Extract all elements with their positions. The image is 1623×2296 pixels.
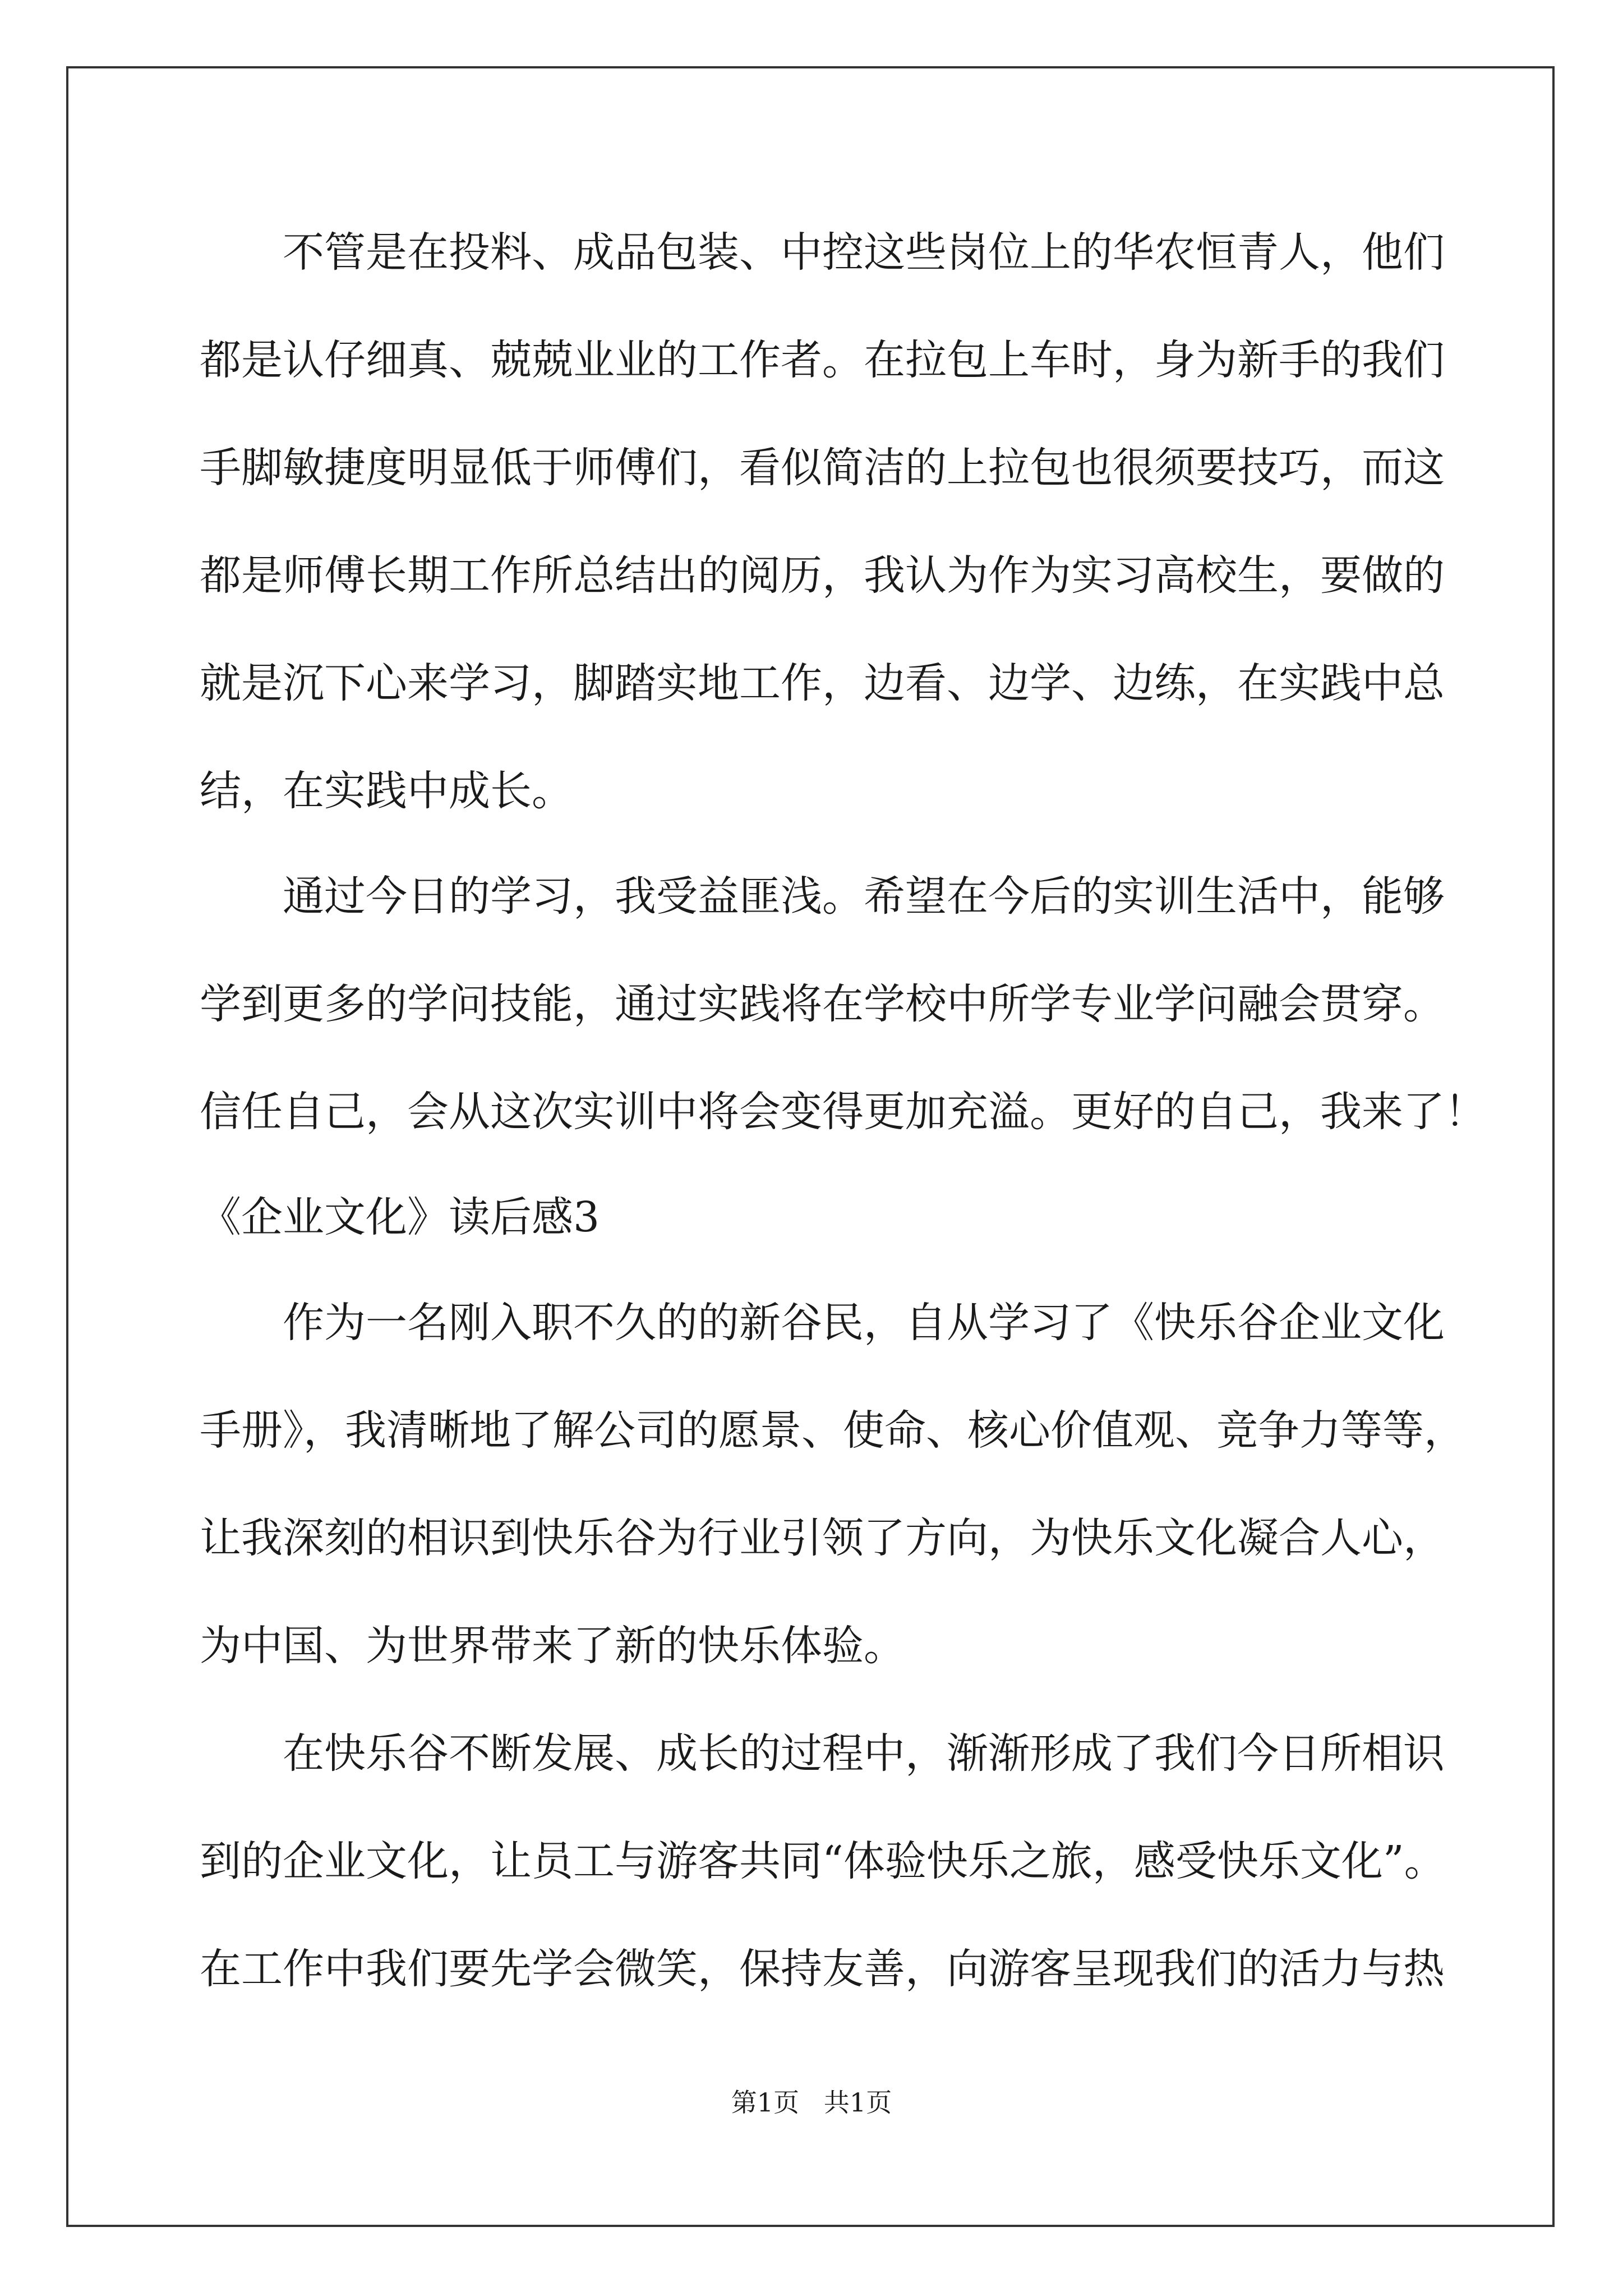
- paragraph-line: 信任自己，会从这次实训中将会变得更加充溢。更好的自己，我来了！: [200, 1088, 1486, 1136]
- paragraph-line: 通过今日的学习，我受益匪浅。希望在今后的实训生活中，能够: [283, 872, 1445, 921]
- paragraph-line: 不管是在投料、成品包装、中控这些岗位上的华农恒青人，他们: [283, 228, 1445, 277]
- paragraph-line: 作为一名刚入职不久的的新谷民，自从学习了《快乐谷企业文化: [283, 1299, 1445, 1347]
- paragraph-line: 让我深刻的相识到快乐谷为行业引领了方向，为快乐文化凝合人心，: [200, 1514, 1445, 1562]
- paragraph-line: 学到更多的学问技能，通过实践将在学校中所学专业学问融会贯穿。: [200, 980, 1445, 1028]
- paragraph-line: 就是沉下心来学习，脚踏实地工作，边看、边学、边练，在实践中总: [200, 659, 1445, 707]
- paragraph-line: 为中国、为世界带来了新的快乐体验。: [200, 1622, 905, 1670]
- paragraph-line: 到的企业文化，让员工与游客共同“体验快乐之旅，感受快乐文化”。: [200, 1837, 1446, 1885]
- paragraph-line: 手册》，我清晰地了解公司的愿景、使命、核心价值观、竞争力等等，: [200, 1406, 1465, 1455]
- page-number-footer: 第1页 共1页: [731, 2087, 892, 2118]
- page-border: [66, 66, 1555, 2227]
- paragraph-line: 结，在实践中成长。: [200, 767, 573, 815]
- paragraph-line: 在快乐谷不断发展、成长的过程中，渐渐形成了我们今日所相识: [283, 1729, 1445, 1778]
- section-title: 《企业文化》读后感3: [200, 1193, 600, 1241]
- paragraph-line: 都是认仔细真、兢兢业业的工作者。在拉包上车时，身为新手的我们: [200, 336, 1445, 384]
- paragraph-line: 手脚敏捷度明显低于师傅们，看似简洁的上拉包也很须要技巧，而这: [200, 444, 1445, 492]
- paragraph-line: 在工作中我们要先学会微笑，保持友善，向游客呈现我们的活力与热: [200, 1945, 1445, 1993]
- paragraph-line: 都是师傅长期工作所总结出的阅历，我认为作为实习高校生，要做的: [200, 551, 1445, 600]
